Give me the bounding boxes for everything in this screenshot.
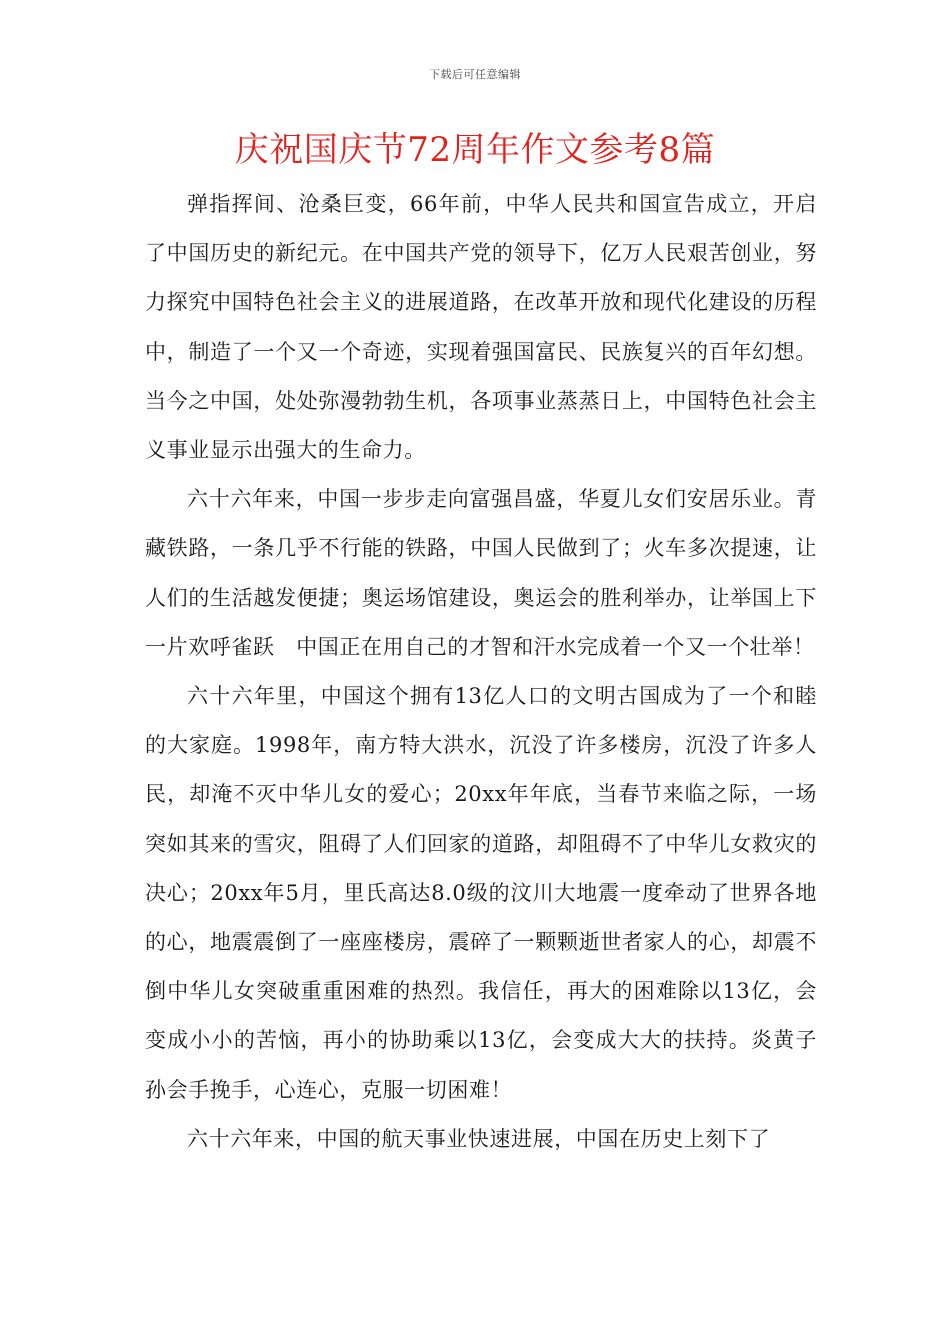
paragraph: 六十六年里，中国这个拥有13亿人口的文明古国成为了一个和睦的大家庭。1998年，南方特大洪水，沉没了许多楼房，沉没了许多人民，却淹不灭中华儿女的爱心；20xx年年底，当春节来临之际，一场突如其来的雪灾，阻碍了人们回家的道路，却阻碍不了中华儿女救灾的决心；20xx年5月，里氏高达8.0级的汶川大地震一度牵动了世界各地的心，地震震倒了一座座楼房，震碎了一颗颗逝世者家人的心，却震不倒中华儿女突破重重困难的热烈。我信任，再大的困难除以13亿，会变成小小的苦恼，再小的协助乘以13亿，会变成大大的扶持。炎黄子孙会手挽手，心连心，克服一切困难！	[145, 684, 817, 1102]
header-note: 下载后可任意编辑	[429, 68, 521, 81]
paragraph: 六十六年来，中国的航天事业快速进展，中国在历史上刻下了	[187, 1126, 771, 1151]
paragraph: 弹指挥间、沧桑巨变，66年前，中华人民共和国宣告成立，开启了中国历史的新纪元。在中国共产党的领导下，亿万人民艰苦创业，努力探究中国特色社会主义的进展道路，在改革开放和现代化建设的历程中，制造了一个又一个奇迹，实现着强国富民、民族复兴的百年幻想。当今之中国，处处弥漫勃勃生机，各项事业蒸蒸日上，中国特色社会主义事业显示出强大的生命力。	[145, 192, 817, 463]
paragraph: 六十六年来，中国一步步走向富强昌盛，华夏儿女们安居乐业。青藏铁路，一条几乎不行能的铁路，中国人民做到了；火车多次提速，让人们的生活越发便捷；奥运场馆建设，奥运会的胜利举办，让举国上下一片欢呼雀跃 中国正在用自己的才智和汗水完成着一个又一个壮举！	[145, 487, 817, 659]
document-title: 庆祝国庆节72周年作文参考8篇	[234, 130, 716, 170]
document-body	[145, 180, 817, 1164]
